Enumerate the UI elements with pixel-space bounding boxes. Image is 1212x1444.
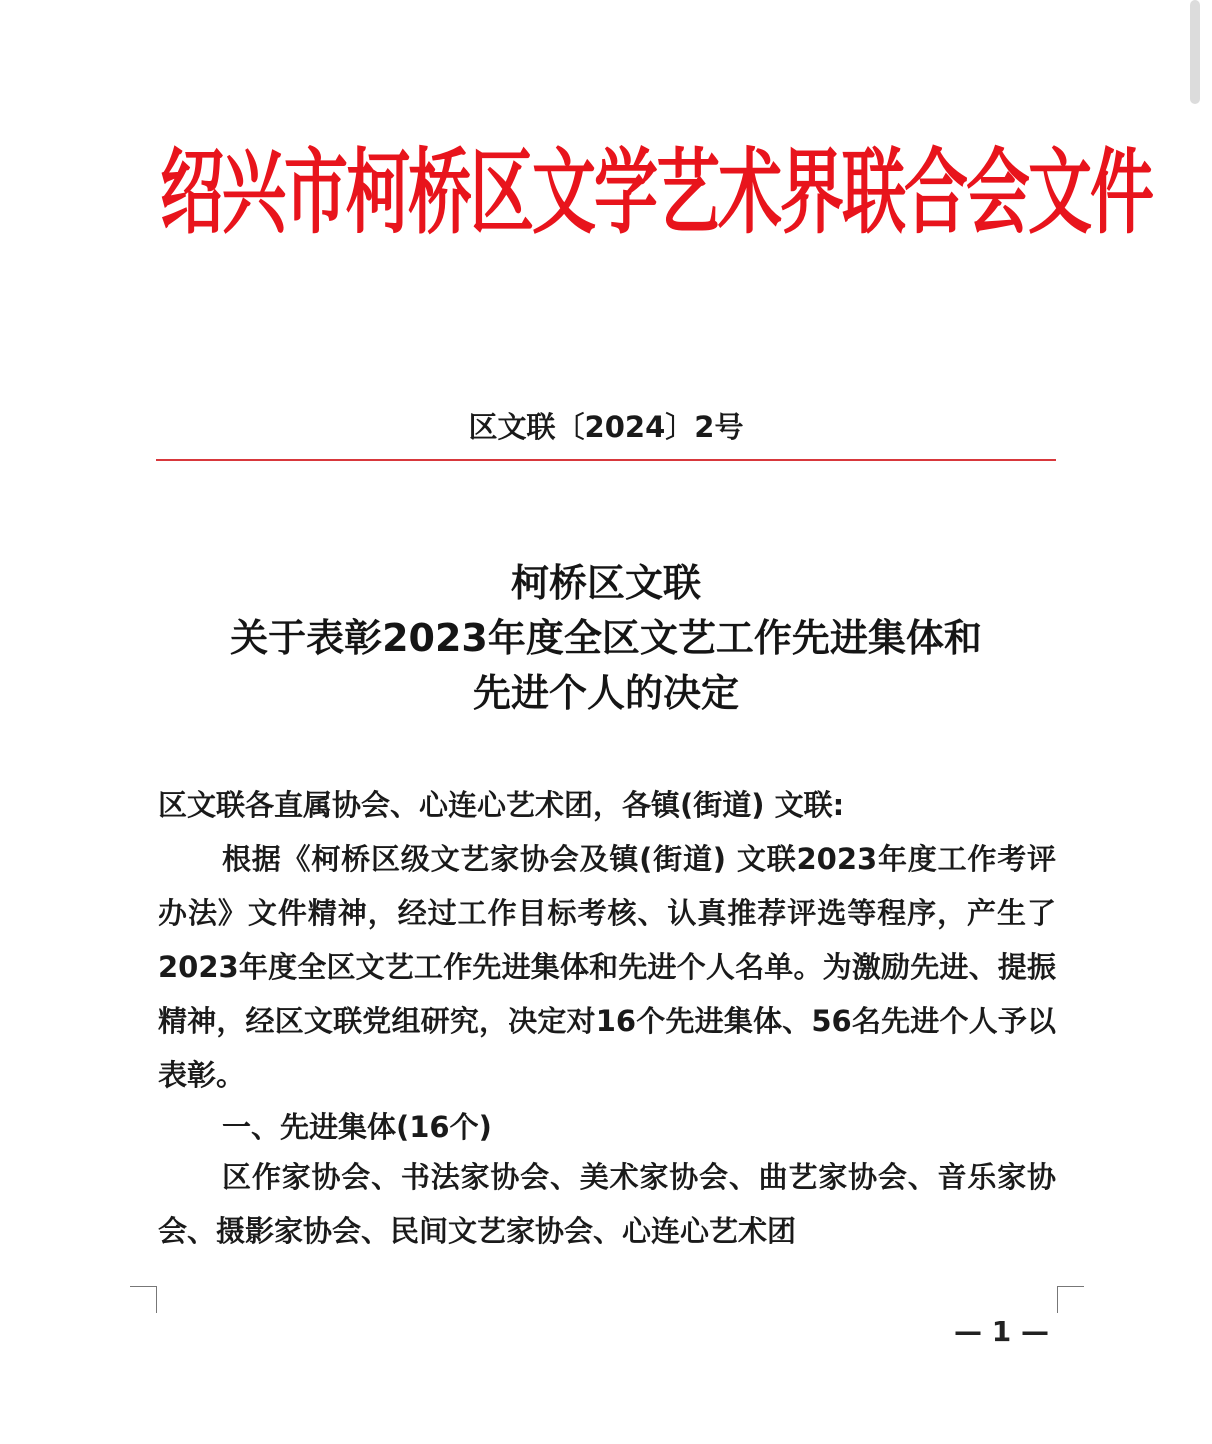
document-number: 区文联〔2024〕2号: [468, 410, 744, 444]
paragraph-1: 根据《柯桥区级文艺家协会及镇(街道) 文联2023年度工作考评办法》文件精神，经过工作目标考核、认真推荐评选等程序，产生了2023年度全区文艺工作先进集体和先进个人名单。为激励先进、提振精神，经区文联党组研究，决定对16个先进集体、56名先进个人予以表彰。: [158, 842, 1056, 1092]
body-paragraph: [158, 832, 1056, 1102]
document-header-title: 绍兴市柯桥区文学艺术界联合会文件: [160, 140, 1152, 248]
scrollbar-thumb[interactable]: [1190, 0, 1200, 104]
red-divider-line: [156, 459, 1056, 461]
section-1-list: 区作家协会、书法家协会、美术家协会、曲艺家协会、音乐家协会、摄影家协会、民间文艺家协会、心连心艺术团: [158, 1160, 1056, 1248]
page-corner-mark-left: [130, 1286, 157, 1313]
section-heading: 一、先进集体(16个): [222, 1110, 492, 1144]
title-line-2: 关于表彰2023年度全区文艺工作先进集体和: [230, 616, 982, 660]
title-line-3: 先进个人的决定: [472, 671, 739, 715]
addressee-line: 区文联各直属协会、心连心艺术团，各镇(街道) 文联:: [158, 788, 845, 822]
page-number: — 1 —: [954, 1315, 1049, 1348]
page-corner-mark-right: [1057, 1286, 1084, 1313]
document-title: [156, 556, 1056, 721]
section-content: [158, 1150, 1056, 1258]
title-line-1: 柯桥区文联: [510, 561, 701, 605]
